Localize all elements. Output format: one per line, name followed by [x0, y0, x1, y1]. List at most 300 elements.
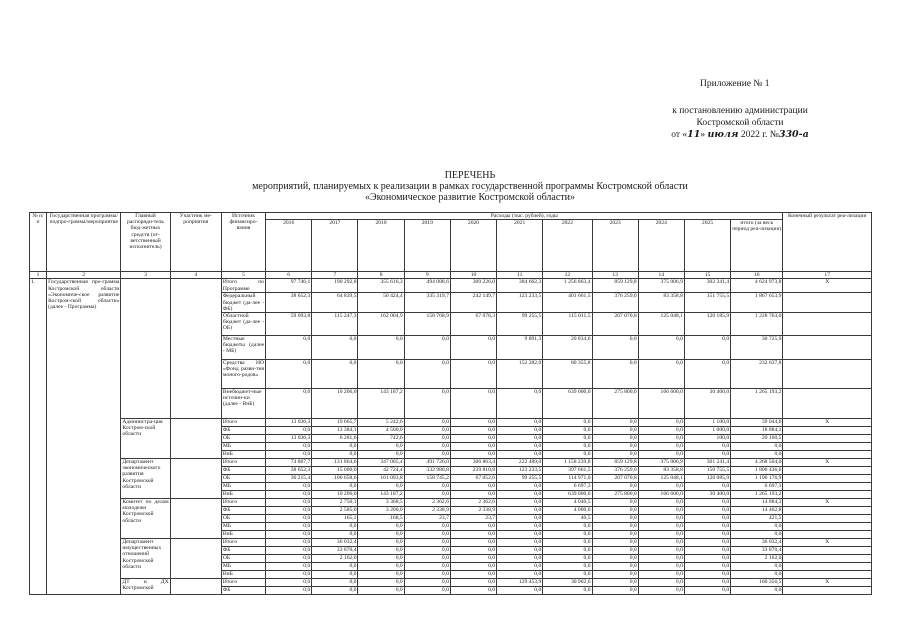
value-cell: 0,0	[450, 555, 496, 563]
value-cell: 0,0	[266, 531, 312, 539]
funding-source: ФБ	[221, 507, 265, 515]
value-cell: 100,0	[684, 435, 730, 443]
value-cell: 1 867 653,9	[731, 293, 783, 313]
value-cell: 0,0	[312, 360, 358, 389]
value-cell: 99 255,5	[497, 475, 543, 483]
value-cell: 0,0	[404, 336, 450, 360]
value-cell: 0,0	[543, 531, 592, 539]
value-cell: 222 489,0	[497, 459, 543, 467]
value-cell: 0,0	[404, 435, 450, 443]
value-cell: 125 048,1	[638, 475, 684, 483]
result-cell: X	[783, 579, 872, 587]
value-cell: 0,0	[684, 360, 730, 389]
document-title	[130, 170, 810, 203]
value-cell: 401 661,5	[543, 293, 592, 313]
decree-date-mid: »	[700, 130, 708, 140]
value-cell: 0,0	[312, 587, 358, 595]
result-cell	[783, 443, 872, 451]
value-cell: 0,0	[592, 419, 638, 427]
result-cell: X	[783, 539, 872, 547]
value-cell: 80 355,8	[543, 360, 592, 389]
value-cell: 0,0	[638, 360, 684, 389]
result-cell	[783, 507, 872, 515]
value-cell: 0,0	[404, 451, 450, 459]
value-cell: 0,0	[404, 579, 450, 587]
result-cell	[783, 451, 872, 459]
value-cell: 1 265 193,2	[731, 491, 783, 499]
result-cell	[783, 360, 872, 389]
value-cell: 0,0	[592, 499, 638, 507]
value-cell: 129 453,9	[497, 579, 543, 587]
value-cell: 13 384,1	[312, 427, 358, 435]
value-cell: 0,0	[543, 451, 592, 459]
value-cell: 0,0	[731, 443, 783, 451]
value-cell: 0,0	[497, 547, 543, 555]
value-cell: 10 206,0	[312, 389, 358, 419]
value-cell: 375 006,9	[638, 459, 684, 467]
value-cell: 0,0	[638, 443, 684, 451]
value-cell: 50 424,4	[358, 293, 404, 313]
value-cell: 0,0	[592, 507, 638, 515]
value-cell: 859 129,8	[592, 279, 638, 293]
value-cell: 1 196 176,9	[731, 475, 783, 483]
value-cell: 275 800,0	[592, 389, 638, 419]
decree-line-1: к постановлению администрации	[672, 106, 808, 116]
value-cell: 0,0	[638, 451, 684, 459]
value-cell: 0,0	[358, 531, 404, 539]
value-cell: 83 358,8	[638, 467, 684, 475]
table-row	[30, 579, 872, 587]
value-cell: 0,0	[404, 547, 450, 555]
result-cell	[783, 475, 872, 483]
funding-source: ВнБ	[221, 451, 265, 459]
title-line-2: мероприятий, планируемых к реализации в рамках государственной программы Костромской области	[252, 181, 688, 192]
value-cell: 355 616,3	[358, 279, 404, 293]
value-cell: 0,0	[497, 587, 543, 595]
value-cell: 30 400,0	[684, 389, 730, 419]
result-cell	[783, 491, 872, 499]
value-cell: 0,0	[450, 443, 496, 451]
group-admin-name: Комитет по делам молодежи Костромской области	[121, 499, 170, 539]
value-cell: 0,0	[592, 563, 638, 571]
column-number: 11	[497, 272, 543, 279]
value-cell: 0,0	[266, 389, 312, 419]
funding-source: ОБ	[221, 555, 265, 563]
value-cell: 30 400,0	[684, 491, 730, 499]
value-cell: 0,0	[638, 539, 684, 547]
value-cell: 302 341,4	[684, 279, 730, 293]
value-cell: 0,0	[450, 539, 496, 547]
funding-source: ОБ	[221, 515, 265, 523]
value-cell: 332 980,8	[404, 467, 450, 475]
column-number: 10	[450, 272, 496, 279]
column-number: 15	[684, 272, 730, 279]
value-cell: 20 834,6	[543, 336, 592, 360]
value-cell: 0,0	[497, 419, 543, 427]
value-cell: 239 810,8	[450, 467, 496, 475]
value-cell: 0,0	[266, 515, 312, 523]
value-cell: 1 000,0	[684, 427, 730, 435]
value-cell: 120 185,9	[684, 313, 730, 336]
value-cell: 0,0	[684, 451, 730, 459]
value-cell: 0,0	[543, 443, 592, 451]
header-expenses: Расходы (тыс. рублей), годы	[266, 213, 783, 220]
value-cell: 0,0	[358, 336, 404, 360]
value-cell: 0,0	[638, 507, 684, 515]
value-cell: 0,0	[312, 443, 358, 451]
value-cell: 0,0	[266, 443, 312, 451]
header-row-1	[30, 213, 872, 220]
funding-source: ФБ	[221, 587, 265, 595]
value-cell: 0,0	[497, 435, 543, 443]
value-cell: 0,0	[592, 587, 638, 595]
column-number: 16	[731, 272, 783, 279]
header-row-colnums	[30, 272, 872, 279]
value-cell: 0,0	[684, 443, 730, 451]
value-cell: 0,0	[404, 531, 450, 539]
decree-date-prefix: от «	[671, 130, 688, 140]
value-cell: 143 187,2	[358, 389, 404, 419]
value-cell: 0,0	[592, 539, 638, 547]
result-cell	[783, 531, 872, 539]
value-cell: 160 356,5	[731, 579, 783, 587]
value-cell: 114 971,0	[543, 475, 592, 483]
program-participant-cell	[170, 279, 221, 419]
value-cell: 4 624 973,8	[731, 279, 783, 293]
value-cell: 0,0	[497, 443, 543, 451]
value-cell: 14 884,3	[731, 499, 783, 507]
value-cell: 0,0	[404, 523, 450, 531]
funding-source: ОБ	[221, 435, 265, 443]
value-cell: 0,0	[684, 531, 730, 539]
value-cell: 168,5	[358, 515, 404, 523]
group-participant-cell	[170, 579, 221, 595]
funding-source: ВнБ	[221, 571, 265, 579]
value-cell: 0,0	[497, 499, 543, 507]
header-year: 2022	[543, 220, 592, 272]
value-cell: 0,0	[638, 587, 684, 595]
value-cell: 0,0	[358, 483, 404, 491]
value-cell: 0,0	[450, 360, 496, 389]
value-cell: 0,0	[404, 360, 450, 389]
value-cell: 2 338,9	[404, 507, 450, 515]
header-year: 2019	[404, 220, 450, 272]
result-cell	[783, 515, 872, 523]
result-cell: X	[783, 419, 872, 427]
value-cell: 0,0	[638, 571, 684, 579]
value-cell: 0,0	[592, 360, 638, 389]
funding-source: Итого	[221, 419, 265, 427]
value-cell: 36 032,4	[731, 539, 783, 547]
value-cell: 0,0	[638, 555, 684, 563]
value-cell: 275 800,0	[592, 491, 638, 499]
value-cell: 375 006,9	[638, 279, 684, 293]
table-row	[30, 539, 872, 547]
value-cell: 0,0	[684, 547, 730, 555]
value-cell: 397 661,5	[543, 467, 592, 475]
value-cell: 123 233,5	[497, 293, 543, 313]
value-cell: 0,0	[450, 451, 496, 459]
result-cell	[783, 547, 872, 555]
column-number: 1	[30, 272, 47, 279]
table-row	[30, 419, 872, 427]
value-cell: 421,5	[731, 515, 783, 523]
result-cell	[783, 313, 872, 336]
value-cell: 36 215,4	[266, 475, 312, 483]
column-number: 9	[404, 272, 450, 279]
value-cell: 0,0	[266, 539, 312, 547]
funding-source: Итого	[221, 539, 265, 547]
value-cell: 33 870,4	[312, 547, 358, 555]
value-cell: 10 206,0	[312, 491, 358, 499]
value-cell: 0,0	[450, 491, 496, 499]
decree-number: 330-а	[778, 129, 809, 140]
result-cell: X	[783, 279, 872, 293]
table-row	[30, 459, 872, 467]
value-cell: 36 032,4	[312, 539, 358, 547]
value-cell: 0,0	[450, 435, 496, 443]
value-cell: 0,0	[497, 531, 543, 539]
value-cell: 0,0	[684, 571, 730, 579]
value-cell: 0,0	[543, 435, 592, 443]
value-cell: 0,0	[638, 435, 684, 443]
table-row	[30, 279, 872, 293]
value-cell: 207 070,8	[592, 475, 638, 483]
value-cell: 0,0	[592, 483, 638, 491]
table-row	[30, 499, 872, 507]
value-cell: 1 265 193,2	[731, 389, 783, 419]
value-cell: 1 256 863,4	[543, 279, 592, 293]
group-participant-cell	[170, 499, 221, 539]
value-cell: 0,0	[358, 563, 404, 571]
value-cell: 13 036,3	[266, 435, 312, 443]
value-cell: 1 158 239,8	[543, 459, 592, 467]
value-cell: 0,0	[266, 451, 312, 459]
funding-source: Внебюджет-ные источни-ки (далее - ВнБ)	[221, 389, 265, 419]
value-cell: 0,0	[266, 555, 312, 563]
column-number: 5	[221, 272, 265, 279]
value-cell: 0,0	[592, 571, 638, 579]
value-cell: 4 040,5	[543, 499, 592, 507]
value-cell: 0,0	[404, 483, 450, 491]
header-admin: Главный распоряди-тель бюд-жетных средств (от-ветственный исполнитель)	[121, 213, 170, 272]
group-admin-name: Департамент имущественных отношений Костромской области	[121, 539, 170, 579]
value-cell: 0,0	[266, 427, 312, 435]
decree-month: июля	[707, 129, 739, 140]
value-cell: 0,0	[266, 336, 312, 360]
value-cell: 161 093,8	[358, 475, 404, 483]
value-cell: 0,0	[312, 451, 358, 459]
value-cell: 18 884,1	[731, 427, 783, 435]
value-cell: 4 500,0	[358, 427, 404, 435]
value-cell: 0,0	[450, 563, 496, 571]
value-cell: 67 052,6	[450, 475, 496, 483]
value-cell: 131 864,6	[312, 459, 358, 467]
value-cell: 0,0	[404, 389, 450, 419]
value-cell: 306 863,4	[450, 459, 496, 467]
result-cell	[783, 555, 872, 563]
value-cell: 639 000,0	[543, 491, 592, 499]
value-cell: 0,0	[450, 336, 496, 360]
value-cell: 376 259,0	[592, 293, 638, 313]
value-cell: 0,0	[543, 563, 592, 571]
funding-source: МБ	[221, 483, 265, 491]
funding-source: Итого	[221, 579, 265, 587]
value-cell: 0,0	[638, 336, 684, 360]
value-cell: 9 891,3	[497, 336, 543, 360]
value-cell: 0,0	[450, 523, 496, 531]
value-cell: 158 745,2	[404, 475, 450, 483]
value-cell: 0,0	[312, 336, 358, 360]
value-cell: 99 255,5	[497, 313, 543, 336]
value-cell: 0,0	[358, 579, 404, 587]
title-line-3: «Экономическое развитие Костромской области»	[364, 192, 576, 203]
value-cell: 0,0	[312, 531, 358, 539]
value-cell: 0,0	[731, 563, 783, 571]
value-cell: 0,0	[358, 587, 404, 595]
value-cell: 0,0	[312, 523, 358, 531]
value-cell: 0,0	[543, 427, 592, 435]
value-cell: 0,0	[497, 427, 543, 435]
group-participant-cell	[170, 539, 221, 579]
value-cell: 0,0	[543, 555, 592, 563]
value-cell: 166 600,0	[638, 389, 684, 419]
header-year: 2016	[266, 220, 312, 272]
group-admin-name: Департамент экономического развития Костромской области	[121, 459, 170, 499]
value-cell: 6 697,3	[543, 483, 592, 491]
header-source: Источник финансиро-вания	[221, 213, 265, 272]
value-cell: 335 319,7	[404, 293, 450, 313]
value-cell: 3 368,5	[358, 499, 404, 507]
value-cell: 0,0	[358, 451, 404, 459]
column-number: 14	[638, 272, 684, 279]
value-cell: 0,0	[497, 451, 543, 459]
result-cell	[783, 587, 872, 595]
value-cell: 0,0	[497, 483, 543, 491]
value-cell: 0,0	[266, 579, 312, 587]
decree-reference	[620, 105, 860, 141]
decree-line-2: Костромской области	[696, 118, 784, 128]
value-cell: 0,0	[684, 336, 730, 360]
value-cell: 5 242,6	[358, 419, 404, 427]
funding-source: МБ	[221, 443, 265, 451]
value-cell: 143 187,2	[358, 491, 404, 499]
value-cell: 0,0	[731, 523, 783, 531]
value-cell: 242 149,7	[450, 293, 496, 313]
result-cell	[783, 563, 872, 571]
value-cell: 2 162,0	[731, 555, 783, 563]
value-cell: 0,0	[404, 443, 450, 451]
value-cell: 0,0	[638, 483, 684, 491]
result-cell	[783, 523, 872, 531]
group-admin-name: ДТ и ДХ Костромской	[121, 579, 170, 595]
funding-source: Средства НО «Фонд разви-тия моного-родов»	[221, 360, 265, 389]
column-number: 7	[312, 272, 358, 279]
value-cell: 0,0	[638, 563, 684, 571]
value-cell: 0,0	[312, 579, 358, 587]
value-cell: 2 362,6	[404, 499, 450, 507]
value-cell: 0,0	[592, 435, 638, 443]
value-cell: 0,0	[592, 547, 638, 555]
value-cell: 4 268 504,0	[731, 459, 783, 467]
value-cell: 0,0	[358, 443, 404, 451]
value-cell: 0,0	[312, 571, 358, 579]
value-cell: 301 241,4	[684, 459, 730, 467]
value-cell: 1 800 436,6	[731, 467, 783, 475]
funding-source: МБ	[221, 563, 265, 571]
header-result: Конечный результат реа-лизации	[783, 213, 872, 272]
value-cell: 14 462,8	[731, 507, 783, 515]
result-cell: X	[783, 459, 872, 467]
result-cell	[783, 293, 872, 313]
funding-source: ФБ	[221, 427, 265, 435]
group-admin-name: Администра-ция Костром-ской области	[121, 419, 170, 459]
value-cell: 0,0	[404, 563, 450, 571]
value-cell: 0,0	[592, 579, 638, 587]
header-year: 2020	[450, 220, 496, 272]
value-cell: 0,0	[638, 499, 684, 507]
value-cell: 33 870,4	[731, 547, 783, 555]
result-cell	[783, 427, 872, 435]
column-number: 2	[47, 272, 121, 279]
funding-source: ВнБ	[221, 491, 265, 499]
value-cell: 0,0	[266, 499, 312, 507]
value-cell: 0,0	[404, 491, 450, 499]
value-cell: 83 358,8	[638, 293, 684, 313]
value-cell: 2 585,0	[312, 507, 358, 515]
value-cell: 0,0	[684, 499, 730, 507]
value-cell: 309 226,0	[450, 279, 496, 293]
value-cell: 0,0	[543, 419, 592, 427]
column-number: 6	[266, 272, 312, 279]
value-cell: 190 292,8	[312, 279, 358, 293]
value-cell: 0,0	[450, 389, 496, 419]
result-cell	[783, 571, 872, 579]
program-number: 1.	[30, 279, 47, 595]
value-cell: 0,0	[266, 587, 312, 595]
value-cell: 67 076,3	[450, 313, 496, 336]
value-cell: 165,1	[312, 515, 358, 523]
value-cell: 0,0	[497, 563, 543, 571]
column-number: 13	[592, 272, 638, 279]
value-cell: 6 697,3	[731, 483, 783, 491]
value-cell: 0,0	[266, 571, 312, 579]
value-cell: 0,0	[543, 547, 592, 555]
value-cell: 0,0	[312, 483, 358, 491]
header-total: итого (за весь период реа-лизации)	[731, 220, 783, 272]
value-cell: 0,0	[266, 507, 312, 515]
header-year: 2024	[638, 220, 684, 272]
value-cell: 59 093,8	[266, 313, 312, 336]
value-cell: 0,0	[450, 531, 496, 539]
value-cell: 1 100,0	[684, 419, 730, 427]
value-cell: 19 665,7	[312, 419, 358, 427]
value-cell: 0,0	[497, 539, 543, 547]
value-cell: 0,0	[592, 451, 638, 459]
value-cell: 742,6	[358, 435, 404, 443]
header-year: 2018	[358, 220, 404, 272]
column-number: 12	[543, 272, 592, 279]
decree-day: 11	[687, 129, 701, 140]
value-cell: 0,0	[497, 515, 543, 523]
value-cell: 0,0	[684, 539, 730, 547]
value-cell: 2 750,1	[312, 499, 358, 507]
header-year: 2025	[684, 220, 730, 272]
value-cell: 0,0	[684, 483, 730, 491]
value-cell: 2 338,9	[450, 507, 496, 515]
funding-source: ФБ	[221, 467, 265, 475]
value-cell: 0,0	[450, 579, 496, 587]
